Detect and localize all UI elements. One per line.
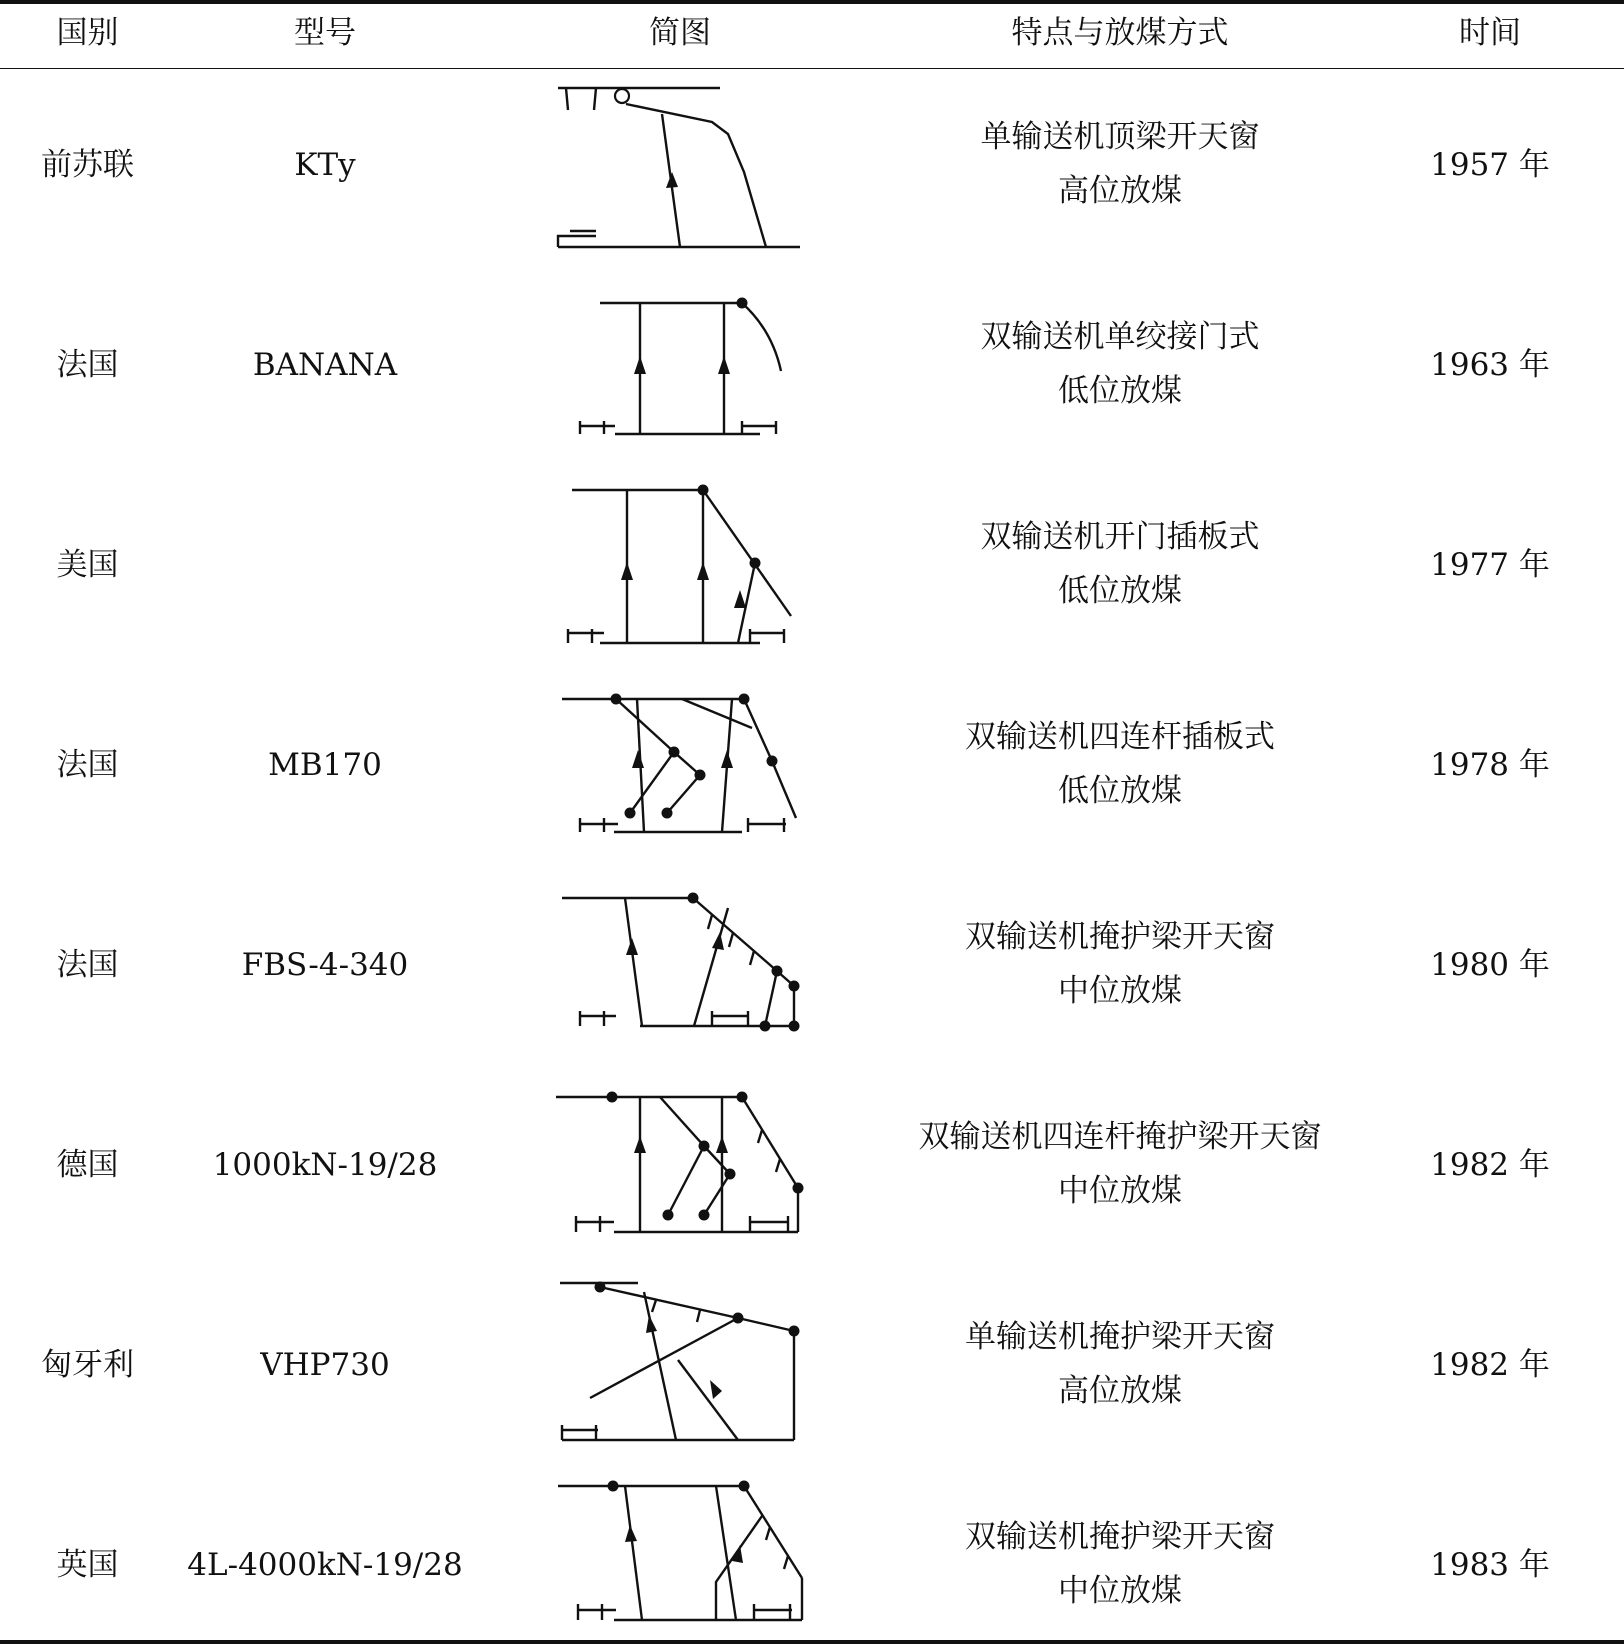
feature-line-1: 单输送机掩护梁开天窗 [965,1319,1275,1355]
year-cell: 1978 年 [1430,747,1550,783]
feature-line-1: 双输送机四连杆插板式 [965,719,1275,755]
feature-line-2: 中位放煤 [1058,1573,1182,1609]
header-model: 型号 [294,15,356,51]
feature-cell [880,1510,1360,1618]
feature-line-2: 低位放煤 [1058,573,1182,609]
feature-line-1: 单输送机顶梁开天窗 [980,119,1260,155]
table-row [0,468,1624,668]
feature-cell [880,1310,1360,1418]
feature-line-2: 中位放煤 [1058,1173,1182,1209]
model-cell: BANANA [252,347,398,383]
feature-line-1: 双输送机四连杆掩护梁开天窗 [918,1119,1322,1155]
year-cell: 1980 年 [1430,947,1550,983]
feature-cell [880,110,1360,218]
header-country: 国别 [56,15,119,51]
feature-line-1: 双输送机单绞接门式 [980,319,1260,355]
model-cell: VHP730 [260,1347,390,1383]
feature-line-2: 低位放煤 [1058,773,1182,809]
country-cell: 法国 [56,947,119,983]
feature-line-2: 低位放煤 [1058,373,1182,409]
country-cell: 匈牙利 [41,1347,134,1383]
support-diagram-usa [540,483,820,653]
country-cell: 法国 [56,747,119,783]
table-row [0,668,1624,868]
support-diagram-kty [540,82,820,252]
support-diagram-mb170 [540,692,820,862]
support-diagram-fbs [540,890,820,1060]
feature-line-1: 双输送机掩护梁开天窗 [965,1519,1275,1555]
feature-line-2: 高位放煤 [1058,1373,1182,1409]
feature-cell [880,310,1360,418]
table-row [0,1068,1624,1268]
support-diagram-4l4000kn [540,1478,820,1648]
feature-cell [880,710,1360,818]
model-cell: 1000kN-19/28 [212,1147,438,1183]
table-top-rule [0,0,1624,4]
feature-cell [880,910,1360,1018]
model-cell: FBS-4-340 [241,947,409,983]
feature-line-2: 高位放煤 [1058,173,1182,209]
header-feature: 特点与放煤方式 [1011,15,1229,51]
country-cell: 前苏联 [41,147,134,183]
support-diagram-banana [540,293,820,463]
year-cell: 1963 年 [1430,347,1550,383]
year-cell: 1977 年 [1430,547,1550,583]
year-cell: 1982 年 [1430,1347,1550,1383]
table-row [0,868,1624,1068]
feature-cell [880,510,1360,618]
feature-line-1: 双输送机开门插板式 [980,519,1260,555]
feature-line-1: 双输送机掩护梁开天窗 [965,919,1275,955]
year-cell: 1957 年 [1430,147,1550,183]
country-cell: 美国 [56,547,119,583]
year-cell: 1982 年 [1430,1147,1550,1183]
feature-line-2: 中位放煤 [1058,973,1182,1009]
header-year: 时间 [1459,15,1521,51]
country-cell: 英国 [56,1547,119,1583]
header-diagram: 简图 [649,15,711,51]
table-row [0,1468,1624,1640]
table-row [0,1268,1624,1468]
model-cell: MB170 [268,747,382,783]
country-cell: 法国 [56,347,119,383]
feature-cell [880,1110,1360,1218]
support-diagram-1000kn [540,1090,820,1260]
table-row [0,68,1624,268]
table-row [0,268,1624,468]
support-diagram-vhp730 [540,1283,820,1453]
year-cell: 1983 年 [1430,1547,1550,1583]
model-cell: KTy [294,147,356,183]
model-cell: 4L-4000kN-19/28 [187,1547,463,1583]
country-cell: 德国 [56,1147,119,1183]
